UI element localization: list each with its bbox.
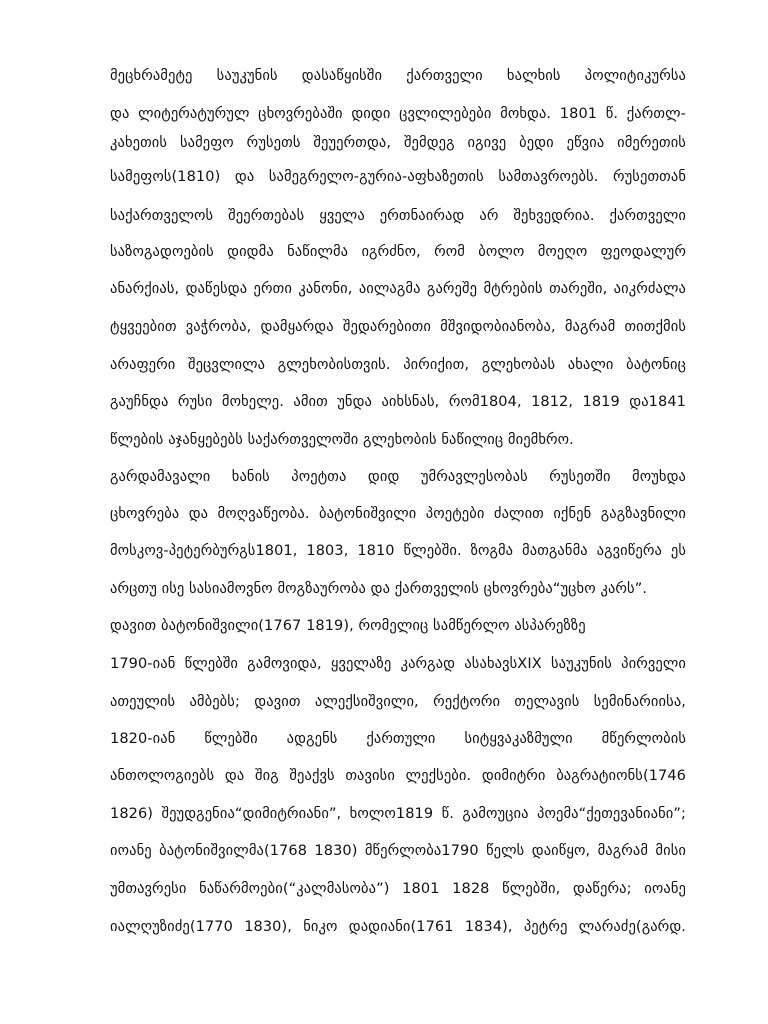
- text-line-12: გარდამავალი ხანის პოეტთა დიდ უმრავლესობას რუსეთში მოუხდა: [110, 469, 686, 485]
- text-line-2: და ლიტერატურულ ცხოვრებაში დიდი ცვლილებები მოხდა. 1801 წ. ქართლ-: [110, 106, 686, 122]
- text-line-20: ანთოლოგიებს და შიგ შეაქვს თავისი ლექსები. დიმიტრი ბაგრატიონს(1746: [110, 768, 686, 784]
- text-line-22: იოანე ბატონიშვილმა(1768 1830) მწერლობა1790 წელს დაიწყო, მაგრამ მისი: [110, 843, 686, 859]
- text-line-6: საზოგადოების დიდმა ნაწილმა იგრძნო, რომ ბოლო მოეღო ფეოდალურ: [110, 244, 686, 260]
- text-line-18: ათეულის ამბებს; დავით ალექსიშვილი, რექტორი თელავის სემინარიისა,: [110, 694, 686, 710]
- text-line-7: ანარქიას, დაწესდა ერთი კანონი, აილაგმა გარეშე მტრების თარეში, აიკრძალა: [110, 281, 686, 297]
- text-line-13: ცხოვრება და მოღვაწეობა. ბატონიშვილი პოეტები ძალით იქნენ გაგზავნილი: [110, 506, 686, 522]
- text-line-5: საქართველოს შეერთებას ყველა ერთნაირად არ შეხვედრია. ქართველი: [110, 208, 686, 224]
- text-line-24: იალღუზიძე(1770 1830), ნიკო დადიანი(1761 1834), პეტრე ლარაძე(გარდ.: [110, 919, 686, 935]
- text-line-15: არცთუ ისე სასიამოვნო მოგზაურობა და ქართველის ცხოვრება“უცხო კარს”.: [110, 581, 648, 597]
- text-line-16: დავით ბატონიშვილი(1767 1819), რომელიც სამწერლო ასპარეზზე: [110, 618, 586, 634]
- text-line-4: სამეფოს(1810) და სამეგრელო-გურია-აფხაზეთის სამთავროებს. რუსეთთან: [110, 169, 686, 185]
- text-line-9: არაფერი შეცვლილა გლეხობისთვის. პირიქით, გლეხობას ახალი ბატონიც: [110, 357, 686, 373]
- text-line-3: კახეთის სამეფო რუსეთს შეუერთდა, შემდეგ იგივე ბედი ეწვია იმერეთის: [110, 135, 686, 151]
- text-line-14: მოსკოვ-პეტერბურგს1801, 1803, 1810 წლებში. ზოგმა მათგანმა აგვიწერა ეს: [110, 543, 686, 559]
- text-line-23: უმთავრესი ნაწარმოები(“კალმასობა”) 1801 1828 წლებში, დაწერა; იოანე: [110, 881, 686, 897]
- text-line-11: წლების აჯანყებებს საქართველოში გლეხობის ნაწილიც მიემხრო.: [110, 432, 574, 448]
- text-line-10: გაუჩნდა რუსი მოხელე. ამით უნდა აიხსნას, რომ1804, 1812, 1819 და1841: [110, 394, 686, 410]
- text-line-17: 1790-იან წლებში გამოვიდა, ყველაზე კარგად ასახავსXIX საუკუნის პირველი: [110, 656, 686, 672]
- text-line-19: 1820-იან წლებში ადგენს ქართული სიტყვაკაზმული მწერლობის: [110, 731, 686, 747]
- text-line-8: ტყვეებით ვაჭრობა, დამყარდა შედარებითი მშვიდობიანობა, მაგრამ თითქმის: [110, 319, 686, 335]
- text-line-1: მეცხრამეტე საუკუნის დასაწყისში ქართველი ხალხის პოლიტიკურსა: [110, 68, 686, 84]
- text-line-21: 1826) შეუდგენია“დიმიტრიანი”, ხოლო1819 წ. გამოუცია პოემა“ქეთევანიანი”;: [110, 806, 686, 822]
